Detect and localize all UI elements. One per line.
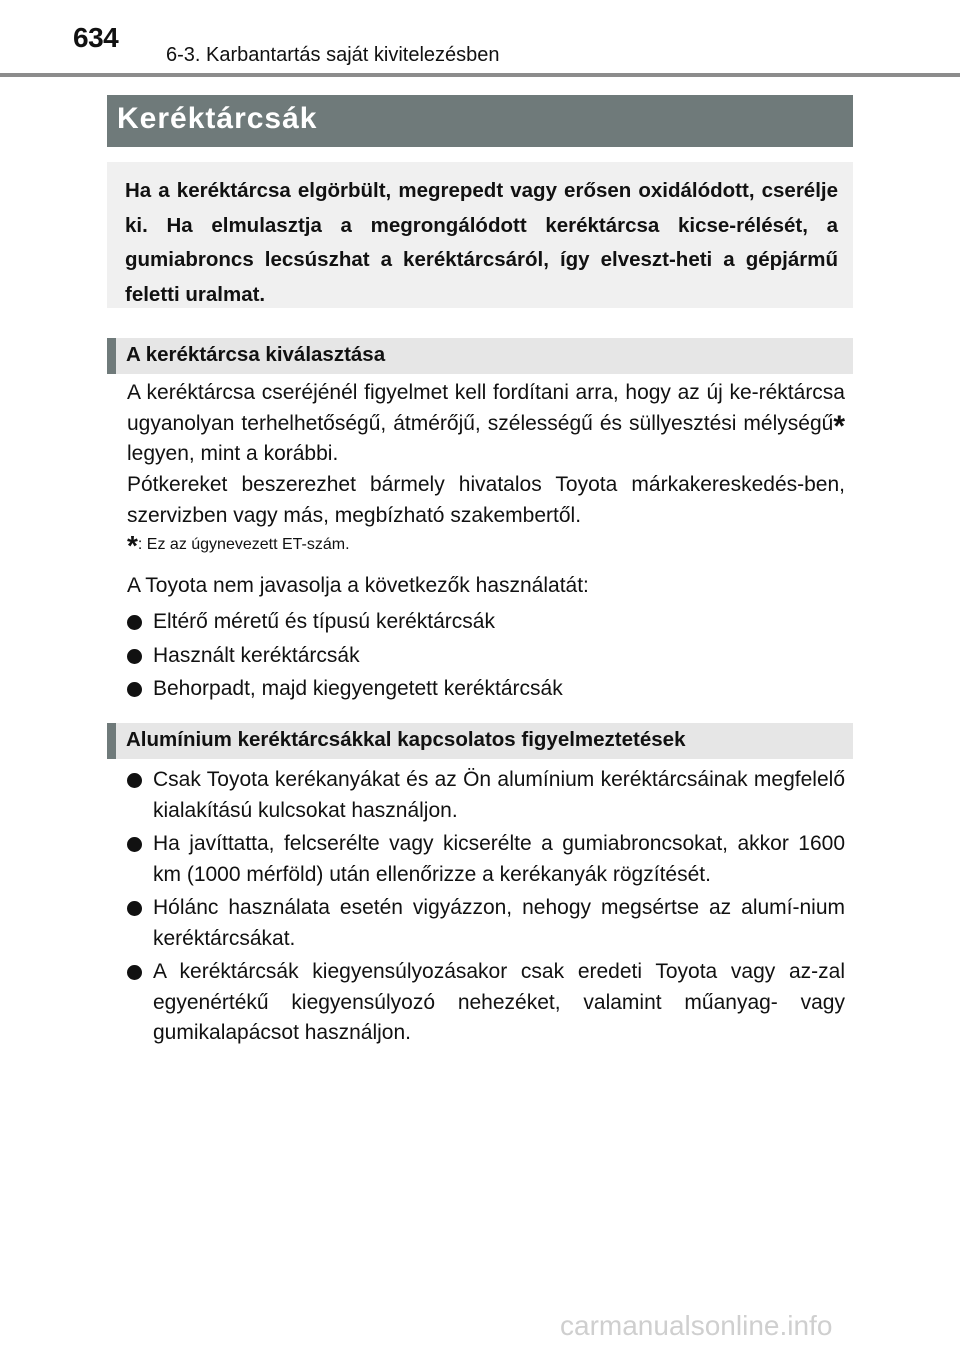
spare-wheel-paragraph: Pótkereket beszerezhet bármely hivatalos Toyota márkakereskedés-ben, szervizben vagy más, megbízható szakembertől. [127, 473, 845, 527]
warning-text: Ha a keréktárcsa elgörbült, megrepedt vagy erősen oxidálódott, cserélje ki. Ha elmulasztja a megrongálódott keréktárcsa kicse-rélését, a gumiabroncs lecsúszhat a keréktárcsáról, így elveszt-heti a gépjármű feletti uralmat. [125, 179, 838, 306]
paragraph-text: legyen, mint a korábbi. [127, 442, 339, 465]
header-divider [0, 73, 960, 77]
section-heading-wheel-selection [107, 338, 853, 374]
bullet-icon [127, 682, 142, 697]
list-item: Csak Toyota kerékanyákat és az Ön alumínium keréktárcsáinak megfelelő kialakítású kulcsokat használjon. [127, 765, 845, 826]
bullet-icon [127, 649, 142, 664]
warning-box [107, 162, 853, 308]
bullet-icon [127, 615, 142, 630]
footnote [127, 530, 845, 561]
page-header [0, 0, 960, 80]
page-number: 634 [73, 22, 119, 53]
list-item: Használt keréktárcsák [127, 641, 845, 672]
title-bar [107, 95, 853, 147]
list-item: Behorpadt, majd kiegyengetett keréktárcsák [127, 674, 845, 705]
section-heading-alloy-warnings [107, 723, 853, 759]
page-title: Keréktárcsák [117, 102, 318, 135]
footnote-text: : Ez az úgynevezett ET-szám. [137, 536, 350, 553]
list-item: Eltérő méretű és típusú keréktárcsák [127, 607, 845, 638]
paragraph-text: A keréktárcsa cseréjénél figyelmet kell fordítani arra, hogy az új ke-réktárcsa ugyanolyan terhelhetőségű, átmérőjű, szélességű és süllyesztési mélységű [127, 381, 845, 435]
not-recommended-intro: A Toyota nem javasolja a következők használatát: [127, 574, 589, 597]
list-item: A keréktárcsák kiegyensúlyozásakor csak eredeti Toyota vagy az-zal egyenértékű kiegyensúlyozó nehezéket, valamint műanyag- vagy gumikalapácsot használjon. [127, 957, 845, 1049]
section-heading-label: Alumínium keréktárcsákkal kapcsolatos figyelmeztetések [126, 728, 686, 751]
watermark-text: carmanualsonline.info [560, 1310, 833, 1341]
bullet-icon [127, 837, 142, 852]
footnote-asterisk: * [127, 530, 138, 561]
section-path: 6-3. Karbantartás saját kivitelezésben [166, 44, 500, 66]
bullet-icon [127, 773, 142, 788]
bullet-icon [127, 965, 142, 980]
list-item: Ha javíttatta, felcserélte vagy kicserélte a gumiabroncsokat, akkor 1600 km (1000 mérföld) után ellenőrizze a kerékanyák rögzítését. [127, 829, 845, 890]
alloy-warnings-list [127, 765, 845, 1049]
list-item: Hólánc használata esetén vigyázzon, nehogy megsértse az alumí-nium keréktárcsákat. [127, 893, 845, 954]
section-heading-label: A keréktárcsa kiválasztása [126, 343, 386, 366]
not-recommended-list [127, 607, 845, 705]
asterisk-mark: * [833, 409, 845, 443]
bullet-icon [127, 901, 142, 916]
selection-paragraph [127, 378, 845, 470]
